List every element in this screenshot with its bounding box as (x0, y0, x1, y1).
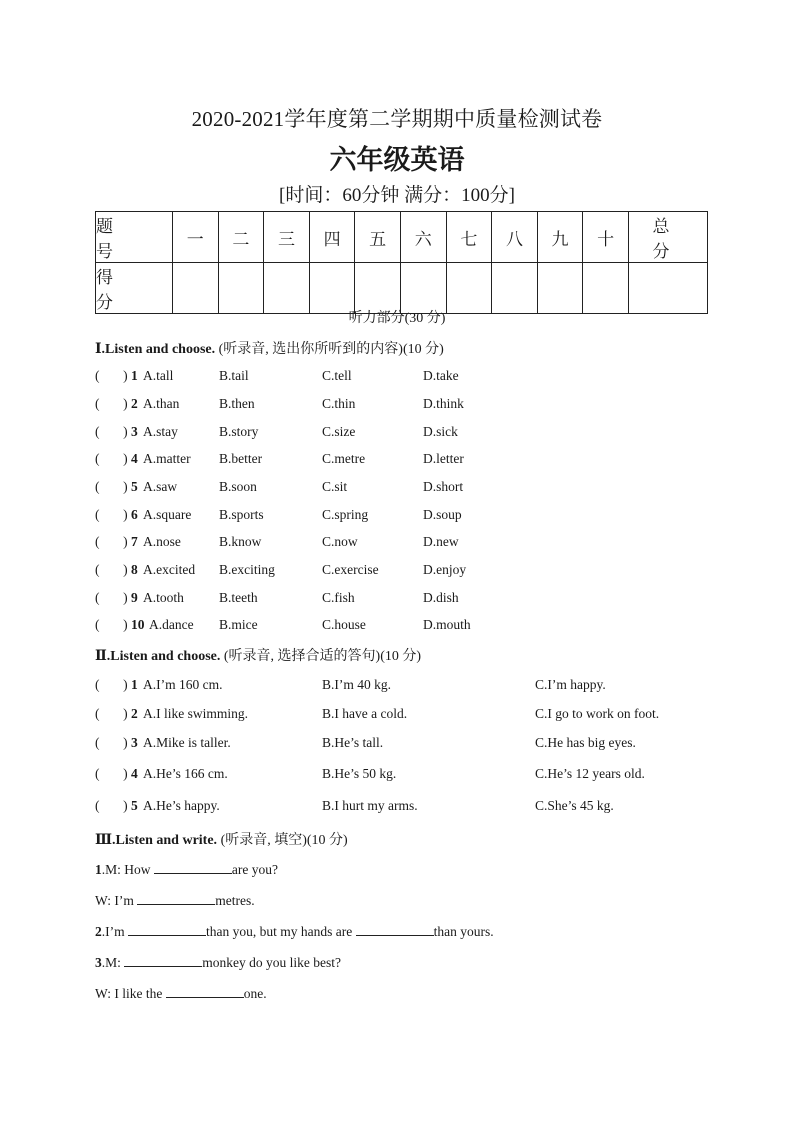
answer-bracket[interactable]: ( ) (95, 479, 128, 494)
option-c[interactable]: C.exercise (322, 562, 379, 577)
question-3-1-w: W: I’m metres. (95, 893, 255, 908)
section-1-heading (95, 338, 444, 358)
score-table (95, 211, 708, 314)
answer-bracket[interactable]: ( ) (95, 590, 128, 605)
listening-part-title: 听力部分(30 分) (348, 311, 446, 326)
answer-blank[interactable] (154, 861, 232, 874)
answer-bracket[interactable]: ( ) (95, 534, 128, 549)
option-a[interactable]: A.square (143, 507, 192, 522)
score-col-3: 三 (264, 212, 310, 263)
question-number: 4 (131, 451, 138, 466)
section-2-desc: (听录音, 选择合适的答句)(10 分) (223, 649, 422, 664)
question-number: 10 (131, 617, 145, 632)
option-c[interactable]: C.sit (322, 479, 348, 494)
section-1-title: Ⅰ.Listen and choose. (95, 342, 216, 357)
option-b[interactable]: B.I hurt my arms. (322, 798, 418, 813)
question-number: 5 (131, 479, 138, 494)
score-cell[interactable] (446, 263, 492, 314)
section-2-title: Ⅱ.Listen and choose. (95, 649, 221, 664)
option-c[interactable]: C.He’s 12 years old. (535, 766, 645, 781)
option-b[interactable]: B.soon (219, 479, 257, 494)
question-number: 8 (131, 562, 138, 577)
answer-blank[interactable] (128, 923, 206, 936)
section-3-title: Ⅲ.Listen and write. (95, 833, 218, 848)
score-col-6: 六 (400, 212, 446, 263)
exam-subject: 六年级英语 (329, 145, 465, 176)
question-3-3-m: 3.M: monkey do you like best? (95, 955, 341, 970)
option-c[interactable]: C.fish (322, 590, 355, 605)
option-a[interactable]: A.tall (143, 368, 174, 383)
option-b[interactable]: B.story (219, 424, 259, 439)
score-col-7: 七 (446, 212, 492, 263)
question-number: 4 (131, 766, 138, 781)
option-b[interactable]: B.tail (219, 368, 249, 383)
option-b[interactable]: B.He’s tall. (322, 735, 384, 750)
option-b[interactable]: B.He’s 50 kg. (322, 766, 397, 781)
answer-bracket[interactable]: ( ) (95, 396, 128, 411)
option-a[interactable]: A.than (143, 396, 180, 411)
question-number: 6 (131, 507, 138, 522)
option-d[interactable]: D.think (423, 396, 464, 411)
score-table-score-row (96, 263, 708, 314)
option-b[interactable]: B.know (219, 534, 262, 549)
answer-bracket[interactable]: ( ) (95, 617, 128, 632)
score-cell[interactable] (583, 263, 629, 314)
answer-bracket[interactable]: ( ) (95, 451, 128, 466)
option-a[interactable]: A.Mike is taller. (143, 735, 231, 750)
question-number: 1 (131, 368, 138, 383)
option-d[interactable]: D.new (423, 534, 459, 549)
score-cell[interactable] (355, 263, 401, 314)
option-b[interactable]: B.I have a cold. (322, 706, 408, 721)
score-table-row2-head: 得 分 (96, 263, 173, 314)
answer-bracket[interactable]: ( ) (95, 424, 128, 439)
option-b[interactable]: B.then (219, 396, 255, 411)
score-table-row1-head: 题 号 (96, 212, 173, 263)
question-3-3-w: W: I like the one. (95, 986, 267, 1001)
score-col-1: 一 (173, 212, 219, 263)
section-2-heading (95, 645, 421, 665)
score-table-header-row (96, 212, 708, 263)
answer-bracket[interactable]: ( ) (95, 562, 128, 577)
section-3-heading (95, 829, 348, 849)
score-col-8: 八 (492, 212, 538, 263)
option-b[interactable]: B.teeth (219, 590, 258, 605)
answer-bracket[interactable]: ( ) (95, 507, 128, 522)
option-b[interactable]: B.exciting (219, 562, 275, 577)
option-a[interactable]: A.excited (143, 562, 196, 577)
option-d[interactable]: D.mouth (423, 617, 471, 632)
option-d[interactable]: D.letter (423, 451, 464, 466)
option-d[interactable]: D.soup (423, 507, 462, 522)
option-a[interactable]: A.nose (143, 534, 181, 549)
option-c[interactable]: C.metre (322, 451, 366, 466)
option-c[interactable]: C.size (322, 424, 356, 439)
option-a[interactable]: A.He’s happy. (143, 798, 220, 813)
option-d[interactable]: D.dish (423, 590, 459, 605)
score-cell[interactable] (309, 263, 355, 314)
section-1-desc: (听录音, 选出你所听到的内容)(10 分) (218, 342, 444, 357)
option-c[interactable]: C.I go to work on foot. (535, 706, 660, 721)
option-c[interactable]: C.now (322, 534, 358, 549)
option-a[interactable]: A.I like swimming. (143, 706, 248, 721)
option-c[interactable]: C.house (322, 617, 366, 632)
answer-blank[interactable] (166, 985, 244, 998)
score-col-9: 九 (537, 212, 583, 263)
option-c[interactable]: C.She’s 45 kg. (535, 798, 614, 813)
question-number: 3 (131, 424, 138, 439)
option-d[interactable]: D.sick (423, 424, 458, 439)
option-c[interactable]: C.I’m happy. (535, 677, 606, 692)
score-cell[interactable] (492, 263, 538, 314)
score-col-2: 二 (218, 212, 264, 263)
answer-bracket[interactable]: ( ) (95, 677, 128, 692)
score-col-4: 四 (309, 212, 355, 263)
option-d[interactable]: D.enjoy (423, 562, 467, 577)
question-number: 1 (131, 677, 138, 692)
answer-bracket[interactable]: ( ) (95, 766, 128, 781)
option-a[interactable]: A.dance (149, 617, 194, 632)
question-number: 3 (131, 735, 138, 750)
option-c[interactable]: C.spring (322, 507, 369, 522)
option-b[interactable]: B.I’m 40 kg. (322, 677, 391, 692)
option-d[interactable]: D.short (423, 479, 464, 494)
option-b[interactable]: B.mice (219, 617, 258, 632)
option-d[interactable]: D.take (423, 368, 459, 383)
score-col-total: 总 分 (629, 212, 708, 263)
question-number: 9 (131, 590, 138, 605)
answer-bracket[interactable]: ( ) (95, 798, 128, 813)
score-cell[interactable] (629, 263, 708, 314)
option-c[interactable]: C.tell (322, 368, 352, 383)
option-a[interactable]: A.matter (143, 451, 191, 466)
answer-bracket[interactable]: ( ) (95, 735, 128, 750)
answer-blank[interactable] (137, 892, 215, 905)
option-c[interactable]: C.thin (322, 396, 356, 411)
option-c[interactable]: C.He has big eyes. (535, 735, 636, 750)
option-a[interactable]: A.stay (143, 424, 178, 439)
section-3-desc: (听录音, 填空)(10 分) (220, 833, 348, 848)
answer-blank[interactable] (124, 954, 202, 967)
option-a[interactable]: A.He’s 166 cm. (143, 766, 228, 781)
score-col-5: 五 (355, 212, 401, 263)
question-3-2: 2.I’m than you, but my hands are than yours. (95, 924, 494, 939)
score-col-10: 十 (583, 212, 629, 263)
option-a[interactable]: A.tooth (143, 590, 184, 605)
score-cell[interactable] (264, 263, 310, 314)
exam-time-score: [时间：60分钟 满分：100分] (279, 185, 515, 206)
question-3-1-m: 1.M: How are you? (95, 862, 278, 877)
question-number: 2 (131, 706, 138, 721)
score-cell[interactable] (218, 263, 264, 314)
score-cell[interactable] (400, 263, 446, 314)
option-a[interactable]: A.saw (143, 479, 178, 494)
score-cell[interactable] (173, 263, 219, 314)
question-number: 2 (131, 396, 138, 411)
question-number: 7 (131, 534, 138, 549)
option-b[interactable]: B.sports (219, 507, 264, 522)
question-number: 5 (131, 798, 138, 813)
answer-bracket[interactable]: ( ) (95, 706, 128, 721)
score-cell[interactable] (537, 263, 583, 314)
answer-blank[interactable] (356, 923, 434, 936)
exam-title: 2020-2021学年度第二学期期中质量检测试卷 (191, 107, 603, 131)
answer-bracket[interactable]: ( ) (95, 368, 128, 383)
option-a[interactable]: A.I’m 160 cm. (143, 677, 223, 692)
option-b[interactable]: B.better (219, 451, 263, 466)
